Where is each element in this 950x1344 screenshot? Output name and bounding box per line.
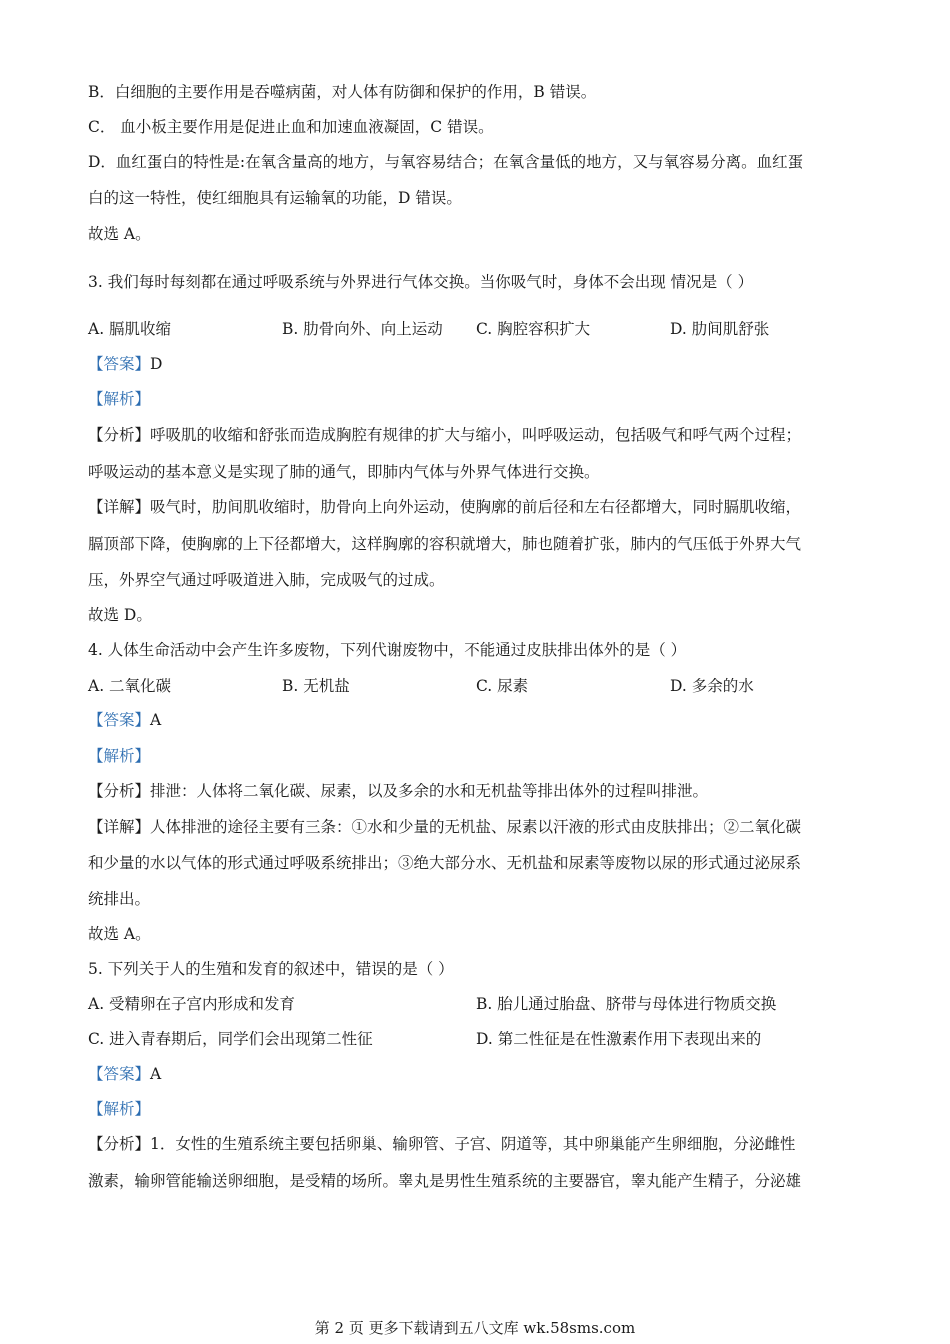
text-line: 故选 A。 <box>88 225 151 243</box>
text-line: 激素，输卵管能输送卵细胞，是受精的场所。睾丸是男性生殖系统的主要器官，睾丸能产生精子，分泌雄 <box>88 1172 802 1190</box>
q4-option-a: A. 二氧化碳 <box>88 677 172 695</box>
q4-option-d: D. 多余的水 <box>670 677 754 695</box>
q4-xiangjie <box>88 817 801 837</box>
text-line: D．血红蛋白的特性是:在氧含量高的地方，与氧容易结合；在氧含量低的地方，又与氧容易分离。血红蛋 <box>88 153 804 171</box>
text-line: 呼吸运动的基本意义是实现了肺的通气，即肺内气体与外界气体进行交换。 <box>88 463 600 481</box>
fenxi-text: 1．女性的生殖系统主要包括卵巢、输卵管、子宫、阴道等，其中卵巢能产生卵细胞，分泌雌性 <box>150 1135 796 1153</box>
q5-option-d: D. 第二性征是在性激素作用下表现出来的 <box>476 1030 762 1048</box>
answer-tag: 【答案】 <box>88 355 151 373</box>
q3-answer <box>88 354 162 374</box>
question-3-stem: 3. 我们每时每刻都在通过呼吸系统与外界进行气体交换。当你吸气时，身体不会出现 情况是（ ） <box>88 273 754 291</box>
page-footer: 第 2 页 更多下载请到五八文库 wk.58sms.com <box>314 1319 636 1337</box>
q4-option-c: C. 尿素 <box>476 677 529 695</box>
fenxi-tag: 【分析】 <box>88 782 151 800</box>
xiangjie-tag: 【详解】 <box>88 498 151 516</box>
question-4-stem: 4. 人体生命活动中会产生许多废物，下列代谢废物中，不能通过皮肤排出体外的是（ ） <box>88 641 687 659</box>
answer-tag: 【答案】 <box>88 711 151 729</box>
q5-answer <box>88 1064 161 1084</box>
fenxi-text: 呼吸肌的收缩和舒张而造成胸腔有规律的扩大与缩小，叫呼吸运动，包括吸气和呼气两个过程； <box>150 426 802 444</box>
q3-jiexi-tag: 【解析】 <box>88 390 151 408</box>
q4-option-b: B. 无机盐 <box>282 677 350 695</box>
q3-option-c: C. 胸腔容积扩大 <box>476 320 591 338</box>
text-line: 压，外界空气通过呼吸道进入肺，完成吸气的过成。 <box>88 571 445 589</box>
text-line: C． 血小板主要作用是促进止血和加速血液凝固，C 错误。 <box>88 118 494 136</box>
answer-value: A <box>150 711 162 729</box>
fenxi-tag: 【分析】 <box>88 1135 151 1153</box>
q3-fenxi <box>88 425 801 445</box>
fenxi-text: 排泄：人体将二氧化碳、尿素，以及多余的水和无机盐等排出体外的过程叫排泄。 <box>150 782 709 800</box>
xiangjie-text: 吸气时，肋间肌收缩时，肋骨向上向外运动，使胸廓的前后径和左右径都增大，同时膈肌收缩， <box>150 498 802 516</box>
xiangjie-tag: 【详解】 <box>88 818 151 836</box>
answer-tag: 【答案】 <box>88 1065 151 1083</box>
answer-value: D <box>150 355 163 373</box>
q3-option-b: B. 肋骨向外、向上运动 <box>282 320 443 338</box>
q3-option-d: D. 肋间肌舒张 <box>670 320 770 338</box>
xiangjie-text: 人体排泄的途径主要有三条：①水和少量的无机盐、尿素以汗液的形式由皮肤排出；②二氧化碳 <box>150 818 802 836</box>
q3-option-a: A. 膈肌收缩 <box>88 320 172 338</box>
text-line: 膈顶部下降，使胸廓的上下径都增大，这样胸廓的容积就增大，肺也随着扩张，肺内的气压低于外界大气 <box>88 535 802 553</box>
text-line: B．白细胞的主要作用是吞噬病菌，对人体有防御和保护的作用，B 错误。 <box>88 83 597 101</box>
answer-value: A <box>150 1065 162 1083</box>
text-line: 统排出。 <box>88 890 151 908</box>
q5-option-c: C. 进入青春期后，同学们会出现第二性征 <box>88 1030 373 1048</box>
q3-xiangjie <box>88 497 801 517</box>
text-line: 白的这一特性，使红细胞具有运输氧的功能，D 错误。 <box>88 189 462 207</box>
fenxi-tag: 【分析】 <box>88 426 151 444</box>
q4-jiexi-tag: 【解析】 <box>88 747 151 765</box>
q4-choose: 故选 A。 <box>88 925 151 943</box>
q3-choose: 故选 D。 <box>88 606 152 624</box>
q5-option-b: B. 胎儿通过胎盘、脐带与母体进行物质交换 <box>476 995 777 1013</box>
text-line: 和少量的水以气体的形式通过呼吸系统排出；③绝大部分水、无机盐和尿素等废物以尿的形式通过泌尿系 <box>88 854 802 872</box>
q5-jiexi-tag: 【解析】 <box>88 1100 151 1118</box>
question-5-stem: 5. 下列关于人的生殖和发育的叙述中，错误的是（ ） <box>88 960 454 978</box>
q5-fenxi <box>88 1134 795 1154</box>
q4-answer <box>88 710 161 730</box>
q4-fenxi <box>88 781 708 801</box>
q5-option-a: A. 受精卵在子宫内形成和发育 <box>88 995 296 1013</box>
